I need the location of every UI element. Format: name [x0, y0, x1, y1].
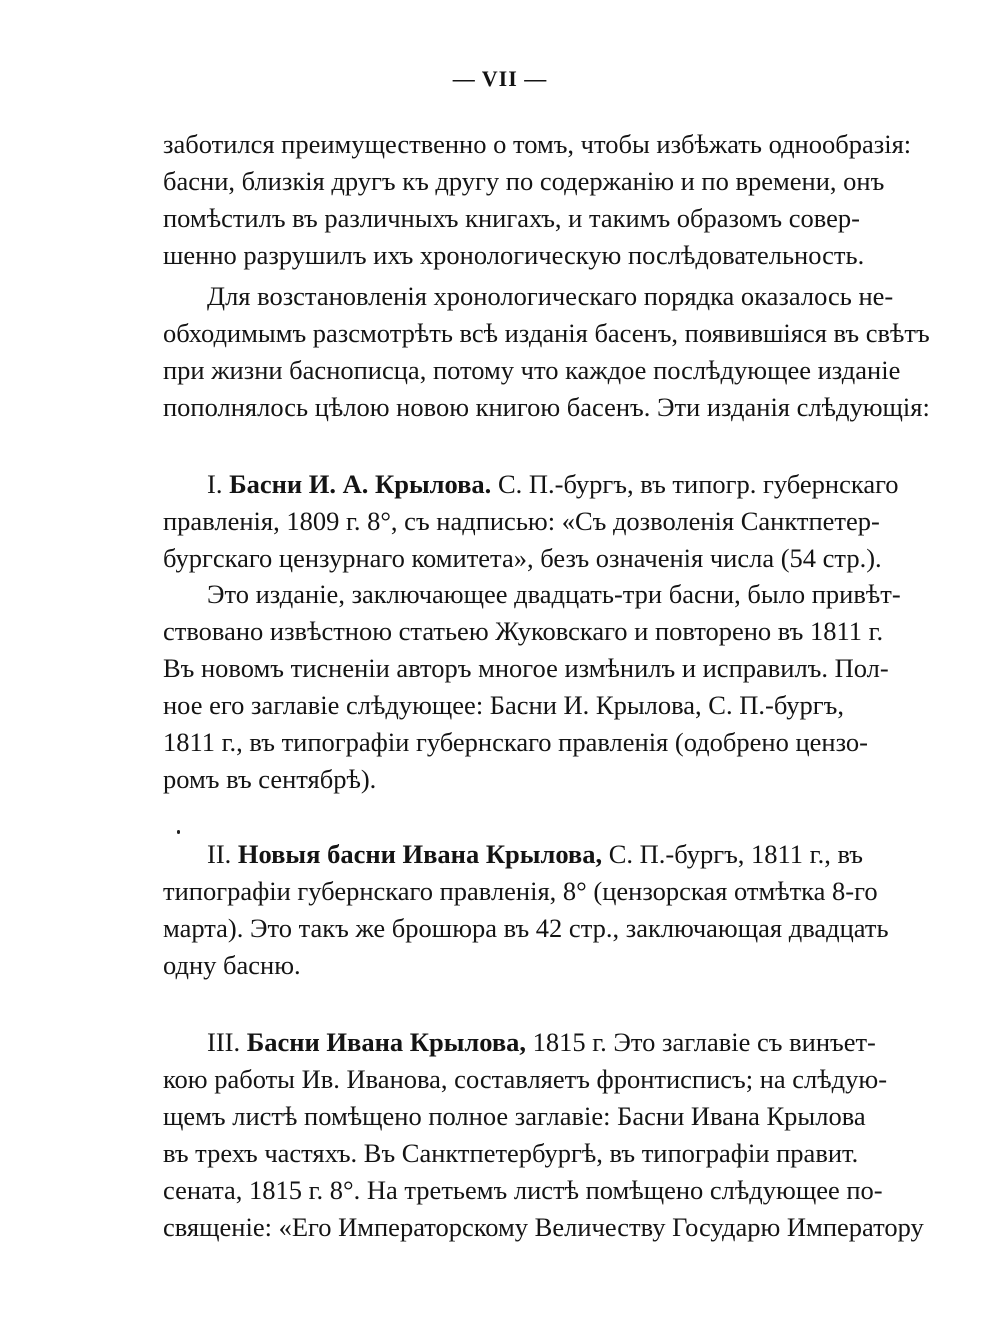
- text-line: одну басню.: [163, 950, 301, 980]
- text-line: шенно разрушилъ ихъ хронологическую послѣдовательность.: [163, 240, 865, 270]
- text-line: ное его заглавіе слѣдующее: Басни И. Крылова, С. П.-бургъ,: [163, 690, 844, 720]
- text-line: сената, 1815 г. 8°. На третьемъ листѣ помѣщено слѣдующее по-: [163, 1175, 883, 1205]
- text-line: басни, близкія другъ къ другу по содержанію и по времени, онъ: [163, 166, 885, 196]
- ink-speck: [177, 830, 180, 834]
- edition-item-1: [163, 466, 899, 577]
- item-text: С. П.-бургъ, въ типогр. губернскаго: [497, 469, 899, 499]
- text-line: пополнялось цѣлою новою книгою басенъ. Эти изданія слѣдующія:: [163, 392, 930, 422]
- text-line: Въ новомъ тисненіи авторъ многое измѣнилъ и исправилъ. Пол-: [163, 653, 889, 683]
- item-title: Басни И. А. Крылова.: [229, 469, 492, 499]
- text-line: ствовано извѣстною статьею Жуковскаго и повторено въ 1811 г.: [163, 616, 884, 646]
- text-line: правленія, 1809 г. 8°, съ надписью: «Съ дозволенія Санктпетер-: [163, 506, 880, 536]
- item-text: 1815 г. Это заглавіе съ винъет-: [532, 1027, 876, 1057]
- item-title: Басни Ивана Крылова,: [246, 1027, 527, 1057]
- text-line: кою работы Ив. Иванова, составляетъ фронтисписъ; на слѣдую-: [163, 1064, 888, 1094]
- text-line: Это изданіе, заключающее двадцать-три басни, было привѣт-: [207, 579, 901, 609]
- text-line: типографіи губернскаго правленія, 8° (цензорская отмѣтка 8-го: [163, 876, 878, 906]
- edition-item-1-note: [163, 576, 901, 798]
- text-line: помѣстилъ въ различныхъ книгахъ, и такимъ образомъ совер-: [163, 203, 860, 233]
- item-number: II.: [207, 839, 232, 869]
- edition-item-2: [163, 836, 889, 984]
- item-number: III.: [207, 1027, 241, 1057]
- text-line: щемъ листѣ помѣщено полное заглавіе: Басни Ивана Крылова: [163, 1101, 866, 1131]
- item-number: I.: [207, 469, 223, 499]
- text-line: при жизни баснописца, потому что каждое послѣдующее изданіе: [163, 355, 901, 385]
- item-title: Новыя басни Ивана Крылова,: [237, 839, 603, 869]
- text-line: марта). Это такъ же брошюра въ 42 стр., заключающая двадцать: [163, 913, 889, 943]
- edition-item-3: [163, 1024, 924, 1246]
- text-line: обходимымъ разсмотрѣть всѣ изданія басенъ, появившіяся въ свѣтъ: [163, 318, 930, 348]
- text-line: ромъ въ сентябрѣ).: [163, 764, 377, 794]
- paragraph-intro: [163, 126, 912, 274]
- page-number-header: — VII —: [452, 66, 548, 91]
- text-line: священіе: «Его Императорскому Величеству Государю Императору: [163, 1212, 924, 1242]
- text-line: Для возстановленія хронологическаго порядка оказалось не-: [207, 281, 894, 311]
- text-line: 1811 г., въ типографіи губернскаго правленія (одобрено цензо-: [163, 727, 868, 757]
- text-line: заботился преимущественно о томъ, чтобы избѣжать однообразія:: [163, 129, 912, 159]
- text-line: бургскаго цензурнаго комитета», безъ означенія числа (54 стр.).: [163, 543, 882, 573]
- item-text: С. П.-бургъ, 1811 г., въ: [608, 839, 863, 869]
- text-line: въ трехъ частяхъ. Въ Санктпетербургѣ, въ типографіи правит.: [163, 1138, 859, 1168]
- paragraph-editions-intro: [163, 278, 930, 426]
